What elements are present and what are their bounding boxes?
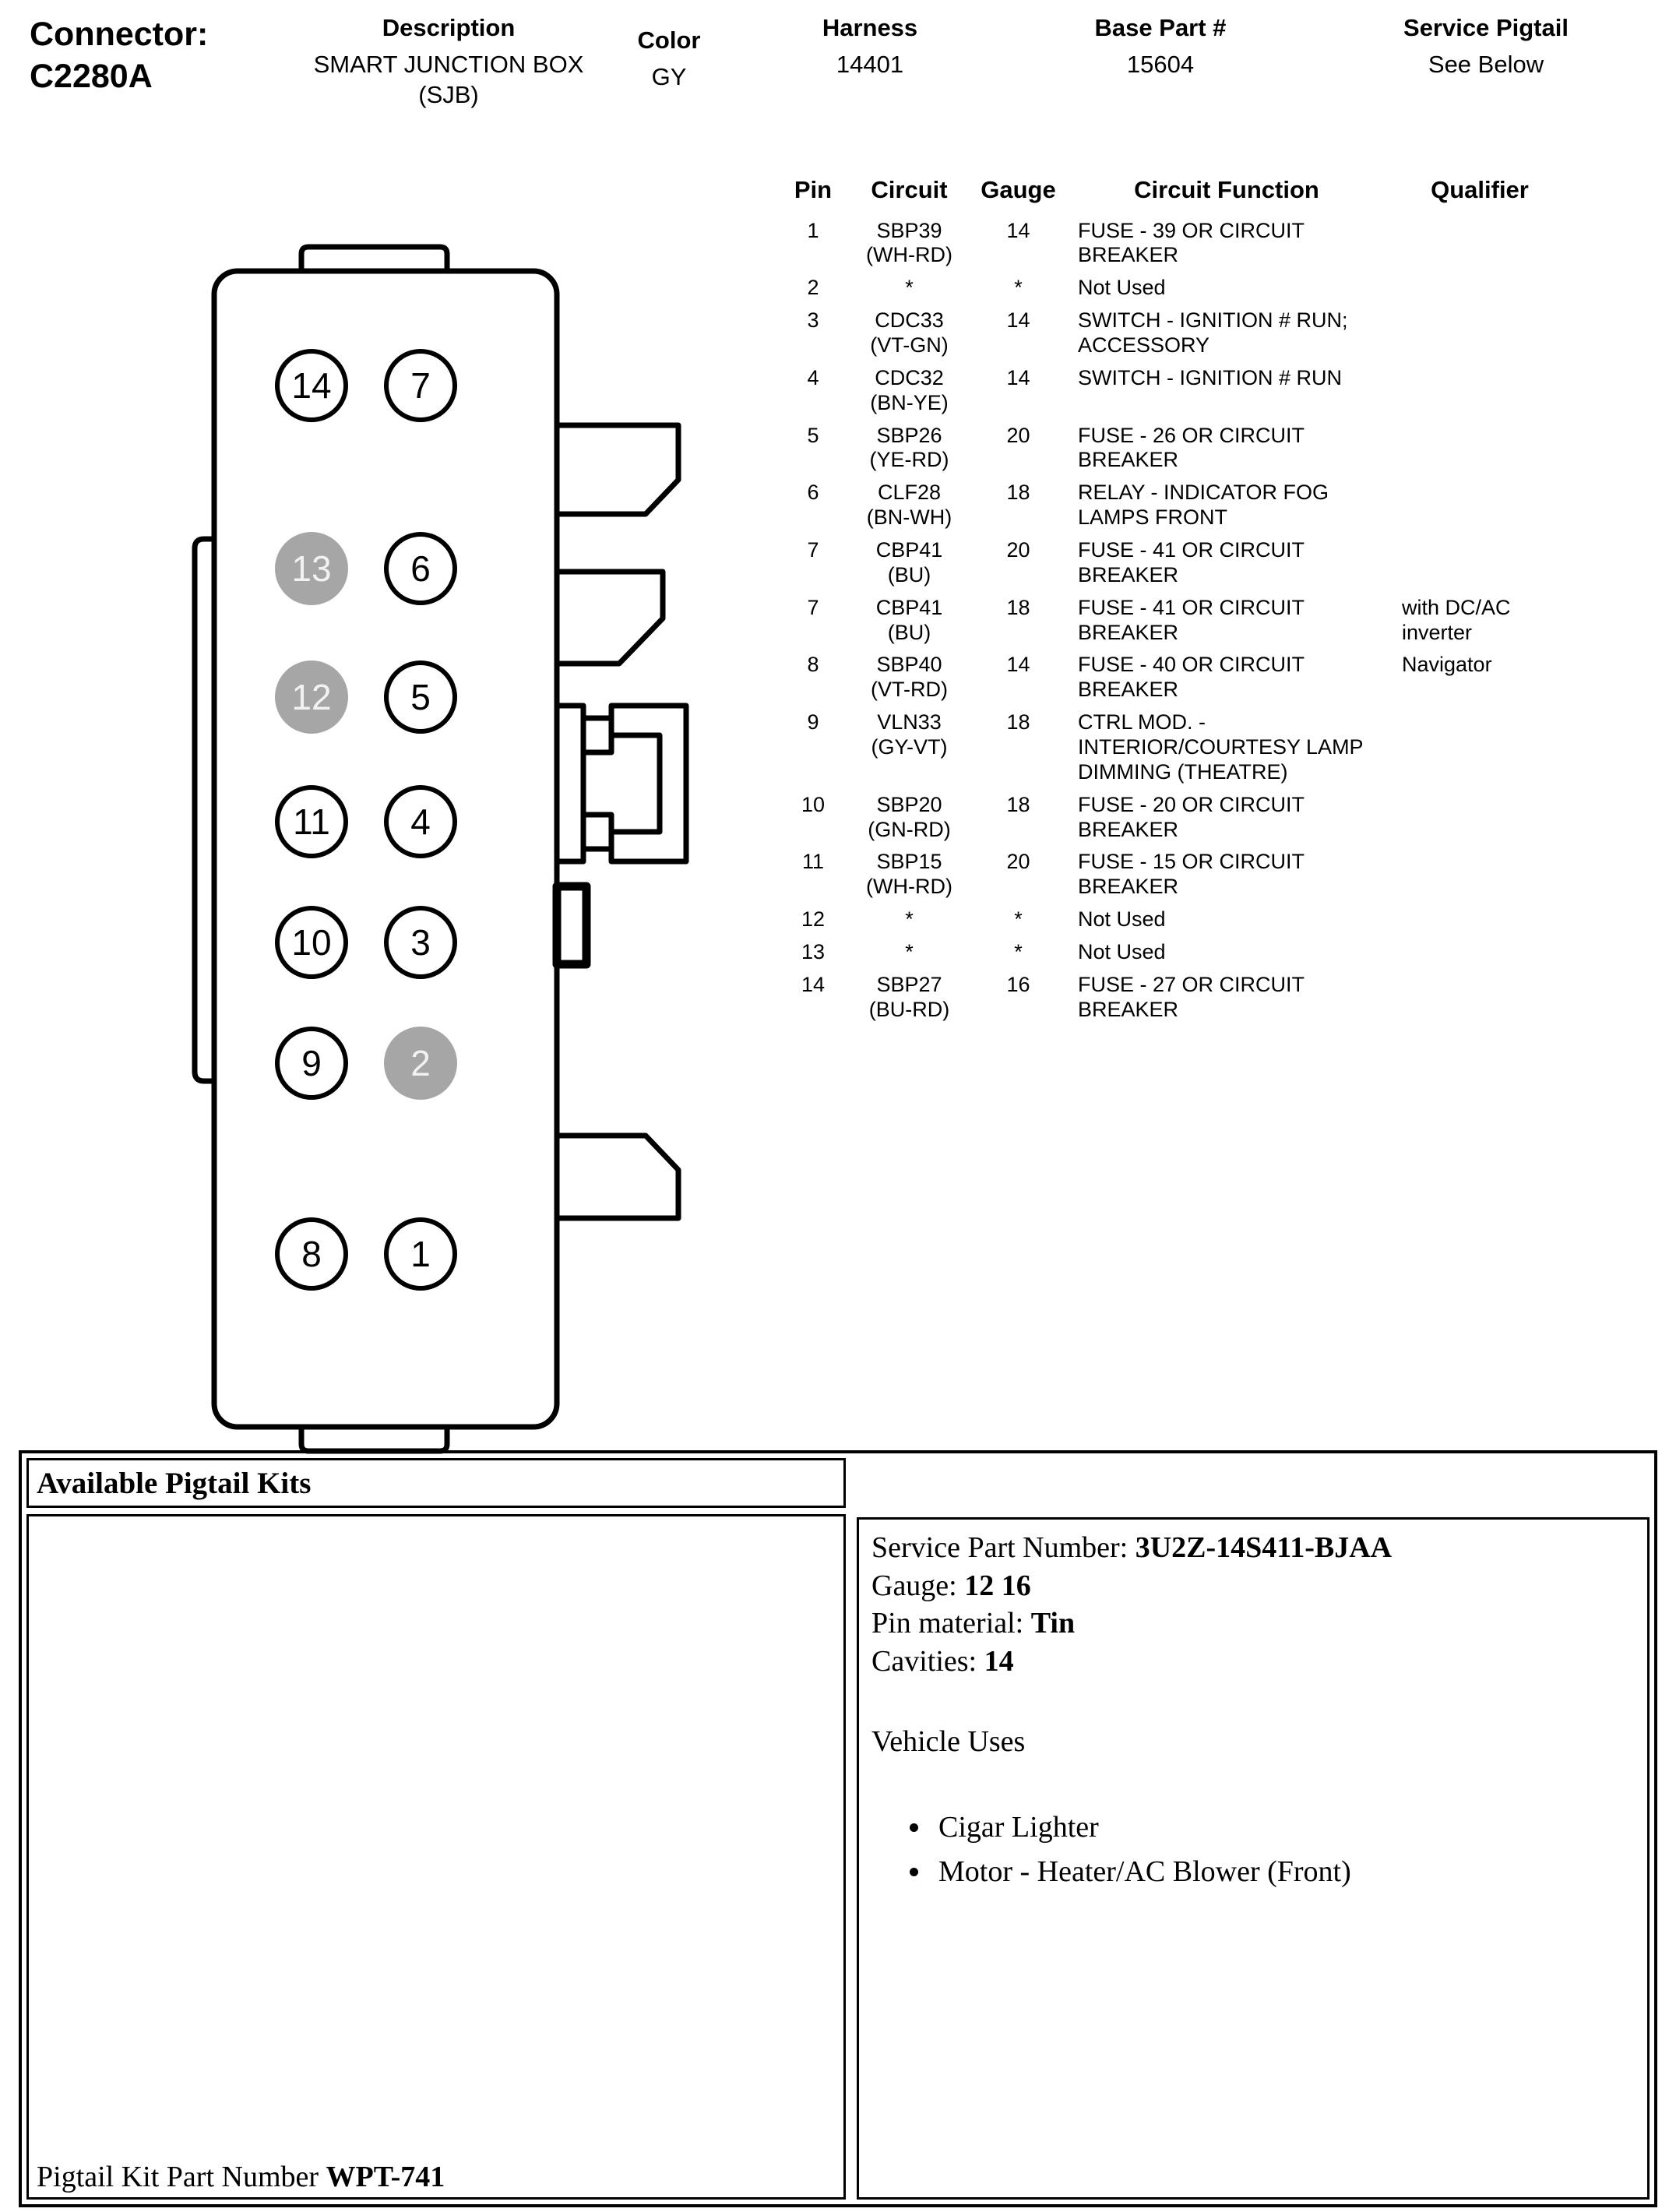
pigtail-kit-label: Pigtail Kit Part Number [37,2161,319,2193]
circuit-cell [841,596,977,646]
circuit-function-cell: FUSE - 20 OR CIRCUIT BREAKER [1078,792,1305,841]
circuit-code: SBP39 [876,218,942,242]
circuit-function-cell: FUSE - 41 OR CIRCUIT BREAKER [1078,595,1305,644]
circuit-code: SBP20 [876,792,942,816]
connector-id: C2280A [30,57,153,95]
pin-number-cell: 5 [807,423,819,447]
pin-12-circle: 12 [275,660,348,734]
pin-number-cell: 1 [807,218,819,242]
pin-number-cell: 9 [807,710,819,734]
qualifier-cell [1394,424,1565,474]
pin-2-circle: 2 [384,1027,457,1100]
pigtail-kit-part-number-line [37,2160,445,2194]
circuit-function-cell: FUSE - 41 OR CIRCUIT BREAKER [1078,538,1305,586]
gauge-cell: 18 [1006,710,1030,734]
circuit-color: (GN-RD) [868,817,951,841]
color-column [611,14,727,93]
pin-number-cell: 8 [807,653,819,677]
pigtail-kits-title-text: Available Pigtail Kits [37,1466,312,1500]
description-column [301,14,597,111]
gauge-cell: * [1014,907,1023,932]
connector-diagram [183,241,713,1456]
cavities-value: 14 [984,1644,1014,1678]
pin-7-circle: 7 [384,349,457,422]
circuit-function-cell: FUSE - 40 OR CIRCUIT BREAKER [1078,653,1305,702]
gauge-cell: 14 [1006,218,1030,242]
circuit-cell [841,907,977,932]
circuit-function-cell: SWITCH - IGNITION # RUN [1078,365,1342,389]
pigtail-kit-box [26,1514,846,2200]
circuit-cell [841,793,977,843]
qualifier-cell [1394,973,1565,1023]
circuit-header: Circuit [871,176,948,203]
circuit-cell [841,424,977,474]
service-pigtail-column [1322,14,1650,80]
description-label: Description [382,14,516,41]
pin-number-cell: 2 [807,276,819,300]
pin-14-circle: 14 [275,349,348,422]
circuit-color: (BN-WH) [866,505,952,530]
pin-10-circle: 10 [275,906,348,979]
pin-material-line [871,1604,1635,1643]
circuit-cell [841,276,977,301]
circuit-function-cell: SWITCH - IGNITION # RUN; ACCESSORY [1078,308,1348,358]
pin-3-circle: 3 [384,906,457,979]
circuit-function-cell: FUSE - 27 OR CIRCUIT BREAKER [1078,972,1305,1021]
circuit-function-cell: Not Used [1078,907,1166,932]
circuit-function-cell: CTRL MOD. - INTERIOR/COURTESY LAMP DIMMING (THEATRE) [1078,710,1364,784]
gauge-cell: 20 [1006,423,1030,447]
circuit-cell [841,366,977,416]
pigtail-kit-number: WPT-741 [326,2161,445,2193]
circuit-color: (VT-RD) [871,678,948,702]
circuit-code: CBP41 [875,538,943,562]
base-part-label: Base Part # [1094,14,1227,41]
pigtail-left-panel [26,1458,846,2200]
circuit-code: CDC32 [875,365,944,389]
qualifier-cell [1394,907,1565,932]
circuit-color: (VT-GN) [870,333,949,358]
pin-4-circle: 4 [384,785,457,858]
qualifier-cell [1394,366,1565,416]
gauge-cell: 14 [1006,365,1030,389]
service-pigtail-label: Service Pigtail [1403,14,1569,41]
base-part-column [1012,14,1308,80]
pin-number-cell: 4 [807,365,819,389]
gauge-label: Gauge: [871,1569,965,1602]
gauge-value: 12 16 [964,1569,1031,1602]
pin-13-circle: 13 [275,532,348,605]
cavities-line [871,1643,1635,1681]
circuit-color: (YE-RD) [869,448,949,472]
circuit-cell [841,308,977,358]
circuit-color: (BN-YE) [870,390,949,414]
gauge-cell: * [1014,276,1023,300]
harness-value: 14401 [836,51,904,78]
service-part-details-box [857,1517,1650,2200]
pin-material-value: Tin [1030,1607,1076,1640]
sheet-header [30,14,1650,111]
circuit-color: (WH-RD) [866,243,952,267]
cavities-label: Cavities: [871,1644,984,1678]
circuit-code: VLN33 [877,710,942,734]
connector-title [30,14,287,98]
circuit-function-cell: FUSE - 26 OR CIRCUIT BREAKER [1078,423,1305,472]
qualifier-cell [1394,481,1565,530]
circuit-cell [841,653,977,703]
circuit-cell [841,973,977,1023]
circuit-cell [841,850,977,900]
circuit-function-cell: FUSE - 39 OR CIRCUIT BREAKER [1078,218,1305,267]
circuit-color: (GY-VT) [871,735,948,759]
qualifier-cell [1394,219,1565,269]
base-part-value: 15604 [1126,51,1195,78]
gauge-cell: 18 [1006,792,1030,816]
gauge-cell: * [1014,940,1023,964]
qualifier-header: Qualifier [1431,176,1529,203]
circuit-function-cell: FUSE - 15 OR CIRCUIT BREAKER [1078,850,1305,899]
circuit-color: (BU-RD) [868,997,950,1021]
circuit-code: SBP15 [876,850,942,874]
vehicle-uses-title: Vehicle Uses [871,1724,1026,1758]
circuit-code: CBP41 [875,595,943,619]
circuit-cell [841,710,977,785]
service-part-number-label: Service Part Number: [871,1531,1136,1564]
qualifier-text: Navigator [1402,653,1492,677]
pin-11-circle: 11 [275,785,348,858]
qualifier-cell [1394,850,1565,900]
circuit-code: SBP27 [876,972,942,996]
qualifier-cell [1394,596,1565,646]
qualifier-cell [1394,793,1565,843]
description-value: SMART JUNCTION BOX (SJB) [313,51,584,108]
available-pigtail-kits-title [26,1458,846,1508]
vehicle-use-item: • Motor - Heater/AC Blower (Front) [932,1853,1635,1891]
pin-number-cell: 13 [801,940,826,964]
service-pigtail-value: See Below [1428,51,1544,78]
gauge-cell: 14 [1006,653,1030,677]
pin-number-cell: 11 [801,850,825,874]
pin-5-circle: 5 [384,660,457,734]
circuit-function-cell: Not Used [1078,940,1166,964]
gauge-cell: 16 [1006,972,1030,996]
qualifier-cell [1394,308,1565,358]
pigtail-section [19,1450,1657,2207]
service-part-number-value: 3U2Z-14S411-BJAA [1135,1531,1393,1564]
circuit-cell [841,538,977,588]
pin-9-circle: 9 [275,1027,348,1100]
gauge-header: Gauge [981,176,1056,203]
circuit-cell [841,481,977,530]
gauge-cell: 18 [1006,481,1030,505]
circuit-function-cell: Not Used [1078,276,1166,300]
pin-8-circle: 8 [275,1217,348,1291]
circuit-code: * [905,907,914,932]
circuit-function-cell: RELAY - INDICATOR FOG LAMPS FRONT [1078,481,1329,530]
pin-number-cell: 14 [801,972,826,996]
pin-6-circle: 6 [384,532,457,605]
circuit-code: CLF28 [877,481,942,505]
pin-number-cell: 3 [807,308,819,333]
pin-1-circle: 1 [384,1217,457,1291]
circuit-code: * [905,276,914,300]
qualifier-cell [1394,710,1565,785]
service-part-number-line [871,1529,1635,1567]
circuit-cell [841,940,977,965]
gauge-cell: 18 [1006,595,1030,619]
harness-column [741,14,998,80]
circuit-color: (BU) [887,620,931,644]
qualifier-cell [1394,653,1565,703]
pin-header: Pin [794,176,833,203]
gauge-cell: 20 [1006,538,1030,562]
gauge-cell: 20 [1006,850,1030,874]
circuit-function-header: Circuit Function [1134,176,1319,203]
pin-number-cell: 10 [801,792,826,816]
vehicle-uses-list [932,1809,1635,1890]
pin-number-cell: 7 [807,595,819,619]
pin-number-cell: 6 [807,481,819,505]
circuit-cell [841,219,977,269]
gauge-line [871,1567,1635,1605]
qualifier-cell [1394,538,1565,588]
vehicle-use-item: • Cigar Lighter [932,1809,1635,1847]
pin-table [785,176,1572,1023]
qualifier-cell [1394,940,1565,965]
gauge-cell: 14 [1006,308,1030,333]
color-label: Color [637,26,701,54]
qualifier-cell [1394,276,1565,301]
pin-number-cell: 12 [801,907,826,932]
circuit-code: SBP26 [876,423,942,447]
color-value: GY [651,63,687,90]
pin-number-cell: 7 [807,538,819,562]
circuit-color: (WH-RD) [866,875,952,899]
circuit-code: SBP40 [876,653,942,677]
circuit-code: * [905,940,914,964]
qualifier-text: with DC/AC inverter [1402,595,1511,644]
pigtail-right-panel [857,1458,1650,2200]
circuit-color: (BU) [887,562,931,586]
circuit-code: CDC33 [875,308,944,333]
harness-label: Harness [822,14,918,41]
connector-label: Connector: [30,16,209,53]
pin-material-label: Pin material: [871,1607,1031,1640]
